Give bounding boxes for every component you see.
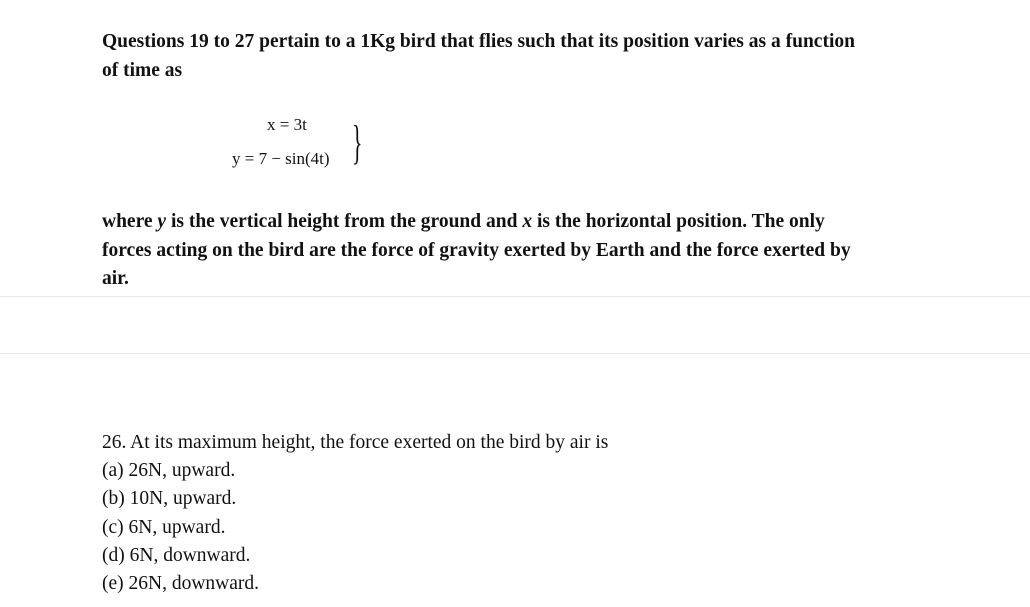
description-line-2: forces acting on the bird are the force of gravity exerted by Earth and the force exerted by bbox=[102, 239, 851, 261]
option-e[interactable]: (e) 26N, downward. bbox=[102, 573, 260, 595]
desc-text-3: is the horizontal position. The only bbox=[532, 211, 825, 232]
section-divider bbox=[0, 296, 1030, 297]
equations-block bbox=[228, 113, 368, 179]
variable-y: y bbox=[157, 211, 167, 232]
section-divider bbox=[0, 353, 1030, 354]
variable-x: x bbox=[522, 211, 533, 232]
question-26 bbox=[102, 429, 902, 598]
option-b[interactable]: (b) 10N, upward. bbox=[102, 488, 237, 510]
intro-line-2: of time as bbox=[102, 59, 183, 81]
option-a[interactable]: (a) 26N, upward. bbox=[102, 460, 236, 482]
intro-line-1: Questions 19 to 27 pertain to a 1Kg bird that flies such that its position varies as a function bbox=[102, 31, 855, 52]
desc-text-1: where bbox=[102, 211, 158, 232]
desc-text-2: is the vertical height from the ground and bbox=[166, 211, 523, 232]
question-stem: 26. At its maximum height, the force exerted on the bird by air is bbox=[102, 432, 609, 453]
option-c[interactable]: (c) 6N, upward. bbox=[102, 516, 226, 538]
equation-x: x = 3t bbox=[267, 115, 307, 134]
equation-y: y = 7 − sin(4t) bbox=[232, 149, 330, 168]
description-paragraph bbox=[102, 208, 932, 294]
description-line-3: air. bbox=[102, 268, 129, 289]
option-d[interactable]: (d) 6N, downward. bbox=[102, 544, 251, 566]
intro-paragraph bbox=[102, 28, 932, 85]
description-line-1 bbox=[102, 208, 932, 237]
right-brace-icon: } bbox=[352, 116, 363, 169]
